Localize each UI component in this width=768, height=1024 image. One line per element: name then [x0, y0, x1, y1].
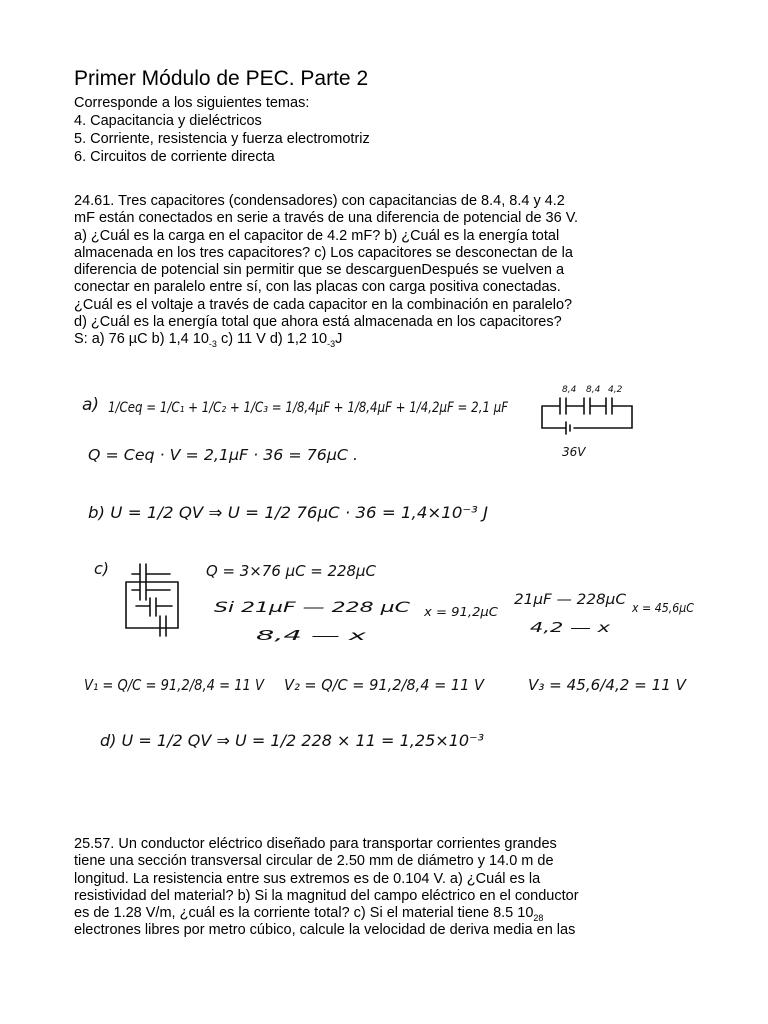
- hw-d-energy: d) U = 1/2 QV ⇒ U = 1/2 228 × 11 = 1,25×10⁻³: [100, 731, 485, 750]
- problem-line: almacenada en los tres capacitores? c) Los capacitores se desconectan de la: [74, 244, 573, 261]
- circuit-label: 8,4: [562, 385, 577, 395]
- problem-exponent: 28: [533, 913, 544, 924]
- problem-line: mF están conectados en serie a través de una diferencia de potencial de 36 V.: [74, 210, 579, 227]
- problem-line: d) ¿Cuál es la energía total que ahora está almacenada en los capacitores?: [74, 314, 562, 331]
- topic-item: 5. Corriente, resistencia y fuerza electromotriz: [74, 131, 370, 147]
- answer-part: S: a) 76 µC b) 1,4 10: [74, 331, 209, 348]
- topic-item: 6. Circuitos de corriente directa: [74, 149, 275, 165]
- hw-b-energy: b) U = 1/2 QV ⇒ U = 1/2 76µC · 36 = 1,4×10⁻³ J: [88, 503, 489, 522]
- hw-c-x1: x = 91,2µC: [422, 605, 499, 619]
- problem-line: tiene una sección transversal circular de 2.50 mm de diámetro y 14.0 m de: [74, 853, 554, 870]
- hw-c-rule1: Si 21µF — 228 µC: [214, 600, 411, 616]
- circuit-label: 4,2: [608, 385, 623, 395]
- problem-line: electrones libres por metro cúbico, calcule la velocidad de deriva media en las: [74, 922, 576, 939]
- answer-part: c) 11 V d) 1,2 10: [216, 331, 328, 348]
- hw-c-rule2: 21µF — 228µC: [514, 592, 627, 608]
- hw-c-total-charge: Q = 3×76 µC = 228µC: [206, 562, 377, 580]
- topic-item: 4. Capacitancia y dieléctricos: [74, 113, 262, 129]
- hw-v2: V₂ = Q/C = 91,2/8,4 = 11 V: [284, 676, 486, 694]
- problem-line: diferencia de potencial sin permitir que se descarguenDespués se vuelven a: [74, 262, 565, 279]
- hw-c-x2: x = 45,6µC: [631, 601, 695, 615]
- series-circuit-diagram: [542, 385, 632, 459]
- circuit-label: 8,4: [586, 385, 601, 395]
- hw-a-equation: 1/Ceq = 1/C₁ + 1/C₂ + 1/C₃ = 1/8,4µF + 1/8,4µF + 1/4,2µF = 2,1 µF: [108, 400, 509, 416]
- answer-exponent: -3: [208, 339, 217, 350]
- circuit-voltage: 36V: [562, 445, 586, 459]
- hw-c-rule2b: 4,2 — x: [530, 621, 611, 636]
- problem-25-57: [74, 836, 704, 940]
- problem-line: longitud. La resistencia entre sus extremos es de 0.104 V. a) ¿Cuál es la: [74, 870, 541, 887]
- problem-line: 25.57. Un conductor eléctrico diseñado para transportar corrientes grandes: [74, 836, 557, 852]
- problem-line: ¿Cuál es el voltaje a través de cada capacitor en la combinación en paralelo?: [74, 296, 573, 313]
- problem-line: [74, 905, 704, 922]
- answer-exponent: -3: [327, 339, 336, 350]
- problem-line: conectar en paralelo entre sí, con las placas con carga positiva conectadas.: [74, 279, 561, 296]
- problem-line: resistividad del material? b) Si la magnitud del campo eléctrico en el conductor: [74, 887, 579, 904]
- hw-v3: V₃ = 45,6/4,2 = 11 V: [528, 676, 688, 694]
- problem-line: a) ¿Cuál es la carga en el capacitor de 4.2 mF? b) ¿Cuál es la energía total: [74, 227, 560, 244]
- problem-line-text: es de 1.28 V/m, ¿cuál es la corriente total? c) Si el material tiene 8.5 10: [74, 905, 534, 922]
- topics-intro: Corresponde a los siguientes temas:: [74, 95, 310, 111]
- hw-c-label: c): [94, 559, 110, 578]
- parallel-circuit-diagram: [126, 564, 178, 636]
- answer-part: J: [335, 331, 343, 348]
- hw-a-charge: Q = Ceq · V = 2,1µF · 36 = 76µC .: [88, 446, 358, 464]
- hw-a-label: a): [82, 395, 100, 415]
- hw-v1: V₁ = Q/C = 91,2/8,4 = 11 V: [84, 676, 266, 694]
- hw-c-rule1b: 8,4 — x: [256, 629, 367, 644]
- page-title: Primer Módulo de PEC. Parte 2: [74, 67, 369, 90]
- problem-line: 24.61. Tres capacitores (condensadores) con capacitancias de 8.4, 8.4 y 4.2: [74, 193, 565, 209]
